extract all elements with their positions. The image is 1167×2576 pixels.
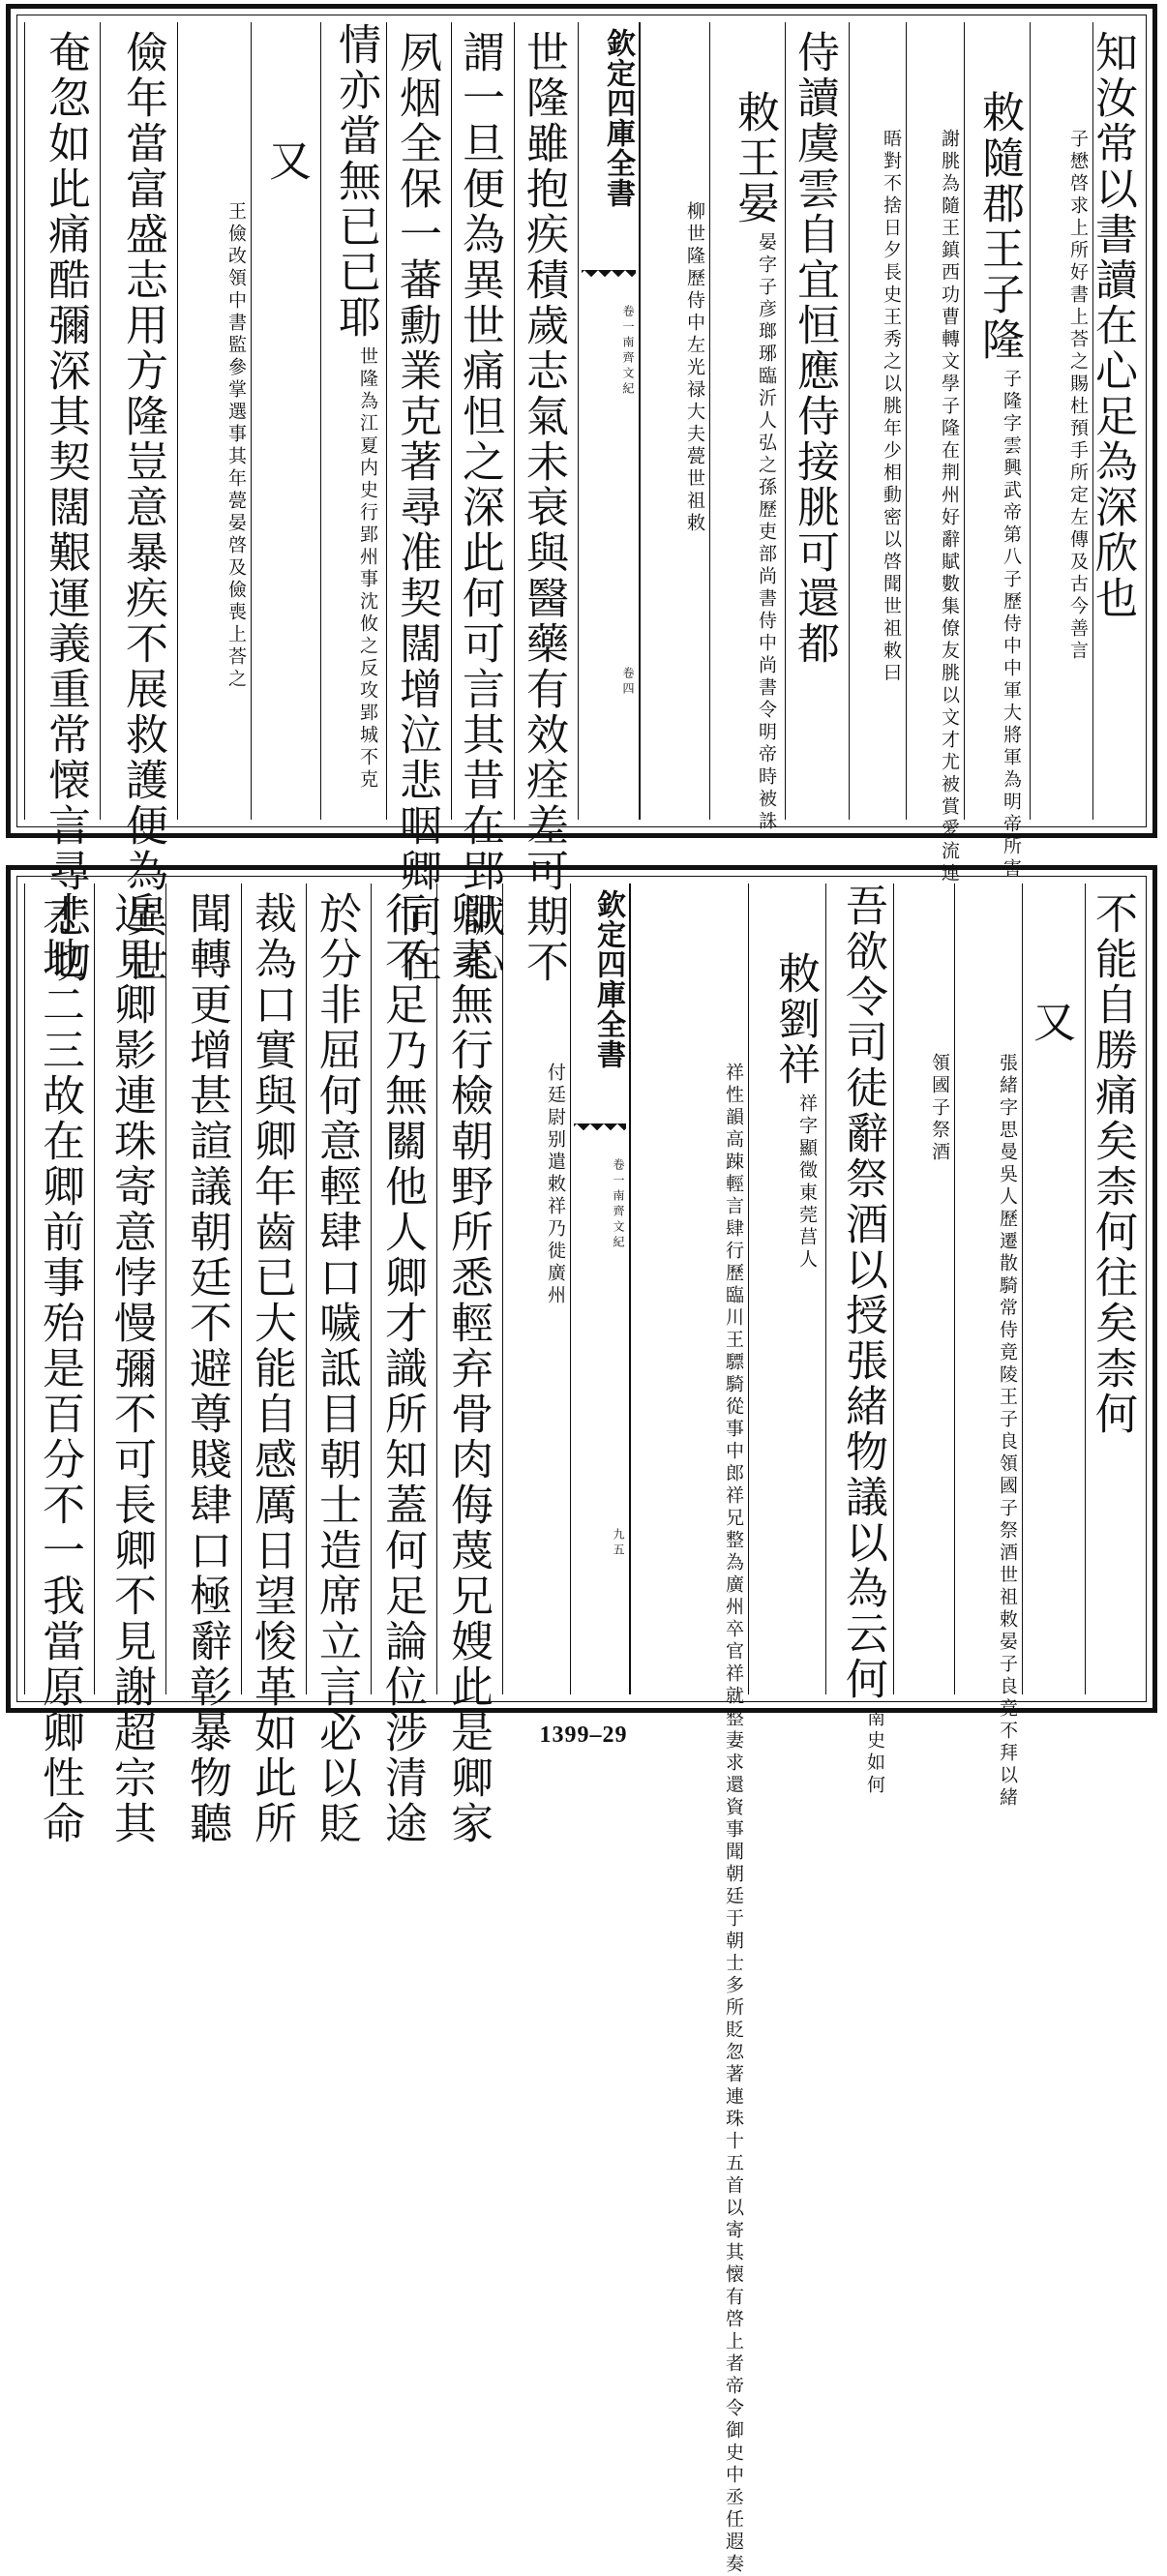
heading-column — [251, 22, 320, 820]
column-text: 不能自勝痛矣柰何往矣柰何 — [1088, 891, 1137, 1437]
column-text: 奄忽如此痛酷彌深其契闊艱運義重常懐言尋悲切 — [41, 30, 90, 985]
text-column — [24, 22, 100, 985]
commentary-line: 祥性韻高踈輕言肆行歷臨川王驃騎從事 — [723, 1063, 744, 1441]
note-line: 中中軍大將軍為明帝所害 — [1001, 636, 1022, 881]
spine-labels — [578, 299, 640, 398]
text-column — [306, 884, 371, 1846]
text-column — [386, 22, 451, 985]
top-page-panel — [6, 4, 1157, 985]
text-column — [785, 22, 849, 820]
text-column — [451, 22, 514, 985]
commentary-column — [849, 22, 906, 820]
spine-leaf — [570, 1528, 630, 1567]
text-column — [24, 884, 94, 1846]
text-column — [1085, 884, 1147, 1694]
commentary-line: 祥乃徙廣州 — [545, 1196, 566, 1307]
text-with-note-column — [320, 22, 386, 820]
fishtail-mark — [582, 270, 636, 285]
note-line: 南史 — [864, 1708, 885, 1752]
column-text: 知汝常以書讀在心足為深欣也 — [1088, 30, 1137, 621]
edict-heading-column — [709, 22, 785, 833]
spine-volume: 卷一 — [621, 305, 635, 336]
text-column — [94, 884, 165, 1846]
commentary-line: 領國子 — [929, 1053, 950, 1120]
commentary-line: 付廷尉别遣敕 — [545, 1063, 566, 1196]
book-title: 欽定四庫全書 — [601, 28, 635, 208]
commentary-line: 晤對不捨日夕長史王秀之以朓 — [881, 129, 902, 418]
column-text: 侍讀虞雲自宜恒應侍接朓可還都 — [790, 30, 839, 667]
commentary-line: 王儉改領中書監參掌選事 — [225, 201, 247, 446]
text-with-note-column — [825, 884, 893, 1797]
commentary-line: 好辭賦數集僚友朓以文才尤被賞愛流連 — [939, 507, 960, 885]
commentary-line: 禄大夫甍世祖敕 — [684, 379, 705, 535]
spine-column — [570, 884, 630, 1694]
commentary-line: 柳世隆歷侍中左光 — [684, 201, 705, 379]
commentary-column — [1030, 22, 1092, 820]
spine-leaf — [578, 667, 640, 705]
commentary-line: 中郎祥兄整為廣州卒官祥就整妻求還資 — [723, 1441, 744, 1819]
note-line: 事沈攸之反攻郢城不克 — [357, 569, 378, 792]
column-text: 聞轉更增甚諠議朝廷不避尊賤肆口極辭彰暴物聽 — [182, 891, 231, 1846]
note-line: 如何 — [864, 1752, 885, 1797]
text-column — [436, 884, 502, 1846]
column-text: 才地二三故在卿前事殆是百分不一我當原卿性命 — [35, 891, 84, 1846]
page-number: 1399–29 — [539, 1722, 628, 1748]
edict-note — [710, 232, 775, 833]
edict-heading: 敕隨郡王子隆 — [974, 90, 1024, 363]
text-column — [100, 22, 177, 985]
commentary-line: 年少相動密以啓聞世祖敕曰 — [881, 418, 902, 685]
column-text: 又 — [261, 138, 311, 184]
column-text: 世隆雖抱疾積歲志氣未衰與醫藥有效痊差可期不 — [519, 30, 568, 985]
column-text: 裁為口實與卿年齒已大能自感厲日望悛革如此所 — [247, 891, 296, 1846]
commentary-column — [954, 884, 1022, 1810]
edict-note — [749, 1093, 816, 1272]
leaf-number: 卷四 — [621, 667, 635, 698]
commentary-line: 以寄其懐有啓上者帝令御史中丞任遐奏 — [723, 2198, 744, 2576]
column-text: 情亦當無已已耶 — [331, 22, 380, 341]
edict-note — [965, 369, 1020, 881]
commentary-line: 張緒字思曼吳人歷遷散騎常侍竟陵王子 — [997, 1053, 1018, 1431]
commentary-line: 事聞朝廷于朝士多所貶忽著連珠十五首 — [723, 1819, 744, 2198]
column-text: 近見卿影連珠寄意悖慢彌不可長卿不見謝超宗其 — [106, 891, 156, 1846]
spine-title: 南齊文紀 — [612, 1189, 625, 1251]
inline-note — [826, 1708, 883, 1797]
text-column — [514, 22, 578, 985]
commentary-line: 其年甍晏啓及儉喪上荅之 — [225, 446, 247, 691]
commentary-line: 祭酒 — [929, 1120, 950, 1164]
edict-heading-column — [964, 22, 1030, 881]
text-column — [241, 884, 306, 1846]
fishtail-mark — [574, 1123, 626, 1139]
heading-column — [1022, 884, 1085, 1694]
book-title: 欽定四庫全書 — [591, 889, 625, 1069]
commentary-column — [177, 22, 251, 820]
commentary-column — [640, 22, 709, 820]
note-line: 祥字顯徵 — [796, 1093, 818, 1183]
commentary-column — [630, 884, 748, 2576]
edict-heading-column — [748, 884, 825, 1694]
column-text: 卿素無行檢朝野所悉輕弃骨肉侮蔑兄嫂此是卿家 — [443, 891, 493, 1846]
commentary-line: 良領國子祭酒世祖敕晏子良竟不拜以緒 — [997, 1431, 1018, 1810]
commentary-column — [502, 884, 570, 1694]
commentary-column — [893, 884, 954, 1694]
text-column — [371, 884, 436, 1846]
edict-heading: 敕王晏 — [730, 90, 779, 226]
edict-heading: 敕劉祥 — [770, 951, 820, 1088]
note-line: 部尚書侍中尚書令明帝時被誅 — [756, 544, 777, 833]
text-column — [1088, 22, 1147, 820]
column-text: 行不足乃無關他人卿才識所知蓋何足論位涉清途 — [377, 891, 427, 1846]
leaf-number: 九五 — [612, 1528, 625, 1559]
commentary-column — [906, 22, 964, 885]
spine-volume: 卷一 — [612, 1158, 625, 1189]
commentary-line: 杜預手所定左傳及古今善言 — [1067, 396, 1089, 663]
column-text: 夙烟全保一蕃勳業克著尋准契闊增泣悲咽卿同在 — [392, 30, 441, 985]
spine-title: 南齊文紀 — [621, 336, 635, 398]
note-line: 子隆字雲興武帝第八子歷侍 — [1001, 369, 1022, 636]
column-text: 吾欲令司徒辭祭酒以授張緒物議以為云何 — [838, 884, 887, 1702]
column-text: 又 — [1026, 1000, 1075, 1045]
commentary-line: 子懋啓求上所好書上荅之賜 — [1067, 129, 1089, 396]
text-column — [165, 884, 241, 1846]
column-text: 於分非屈何意輕肆口噦詆目朝士造席立言必以貶 — [312, 891, 361, 1846]
commentary-line: 謝朓為隨王鎮西功曹轉文學子隆在荆州 — [939, 129, 960, 507]
inline-note — [321, 346, 376, 792]
note-line: 晏字子彦瑯琊臨沂人弘之孫歷吏 — [756, 232, 777, 544]
column-text: 謂一旦便為異世痛怛之深此何可言其昔在郢誠心 — [455, 30, 504, 985]
spine-labels — [570, 1153, 630, 1251]
note-line: 世隆為江夏内史行郢州 — [357, 346, 378, 569]
note-line: 東莞莒人 — [796, 1183, 818, 1272]
column-text: 儉年當富盛志用方隆豈意暴疾不展救護便為異世 — [118, 30, 167, 985]
